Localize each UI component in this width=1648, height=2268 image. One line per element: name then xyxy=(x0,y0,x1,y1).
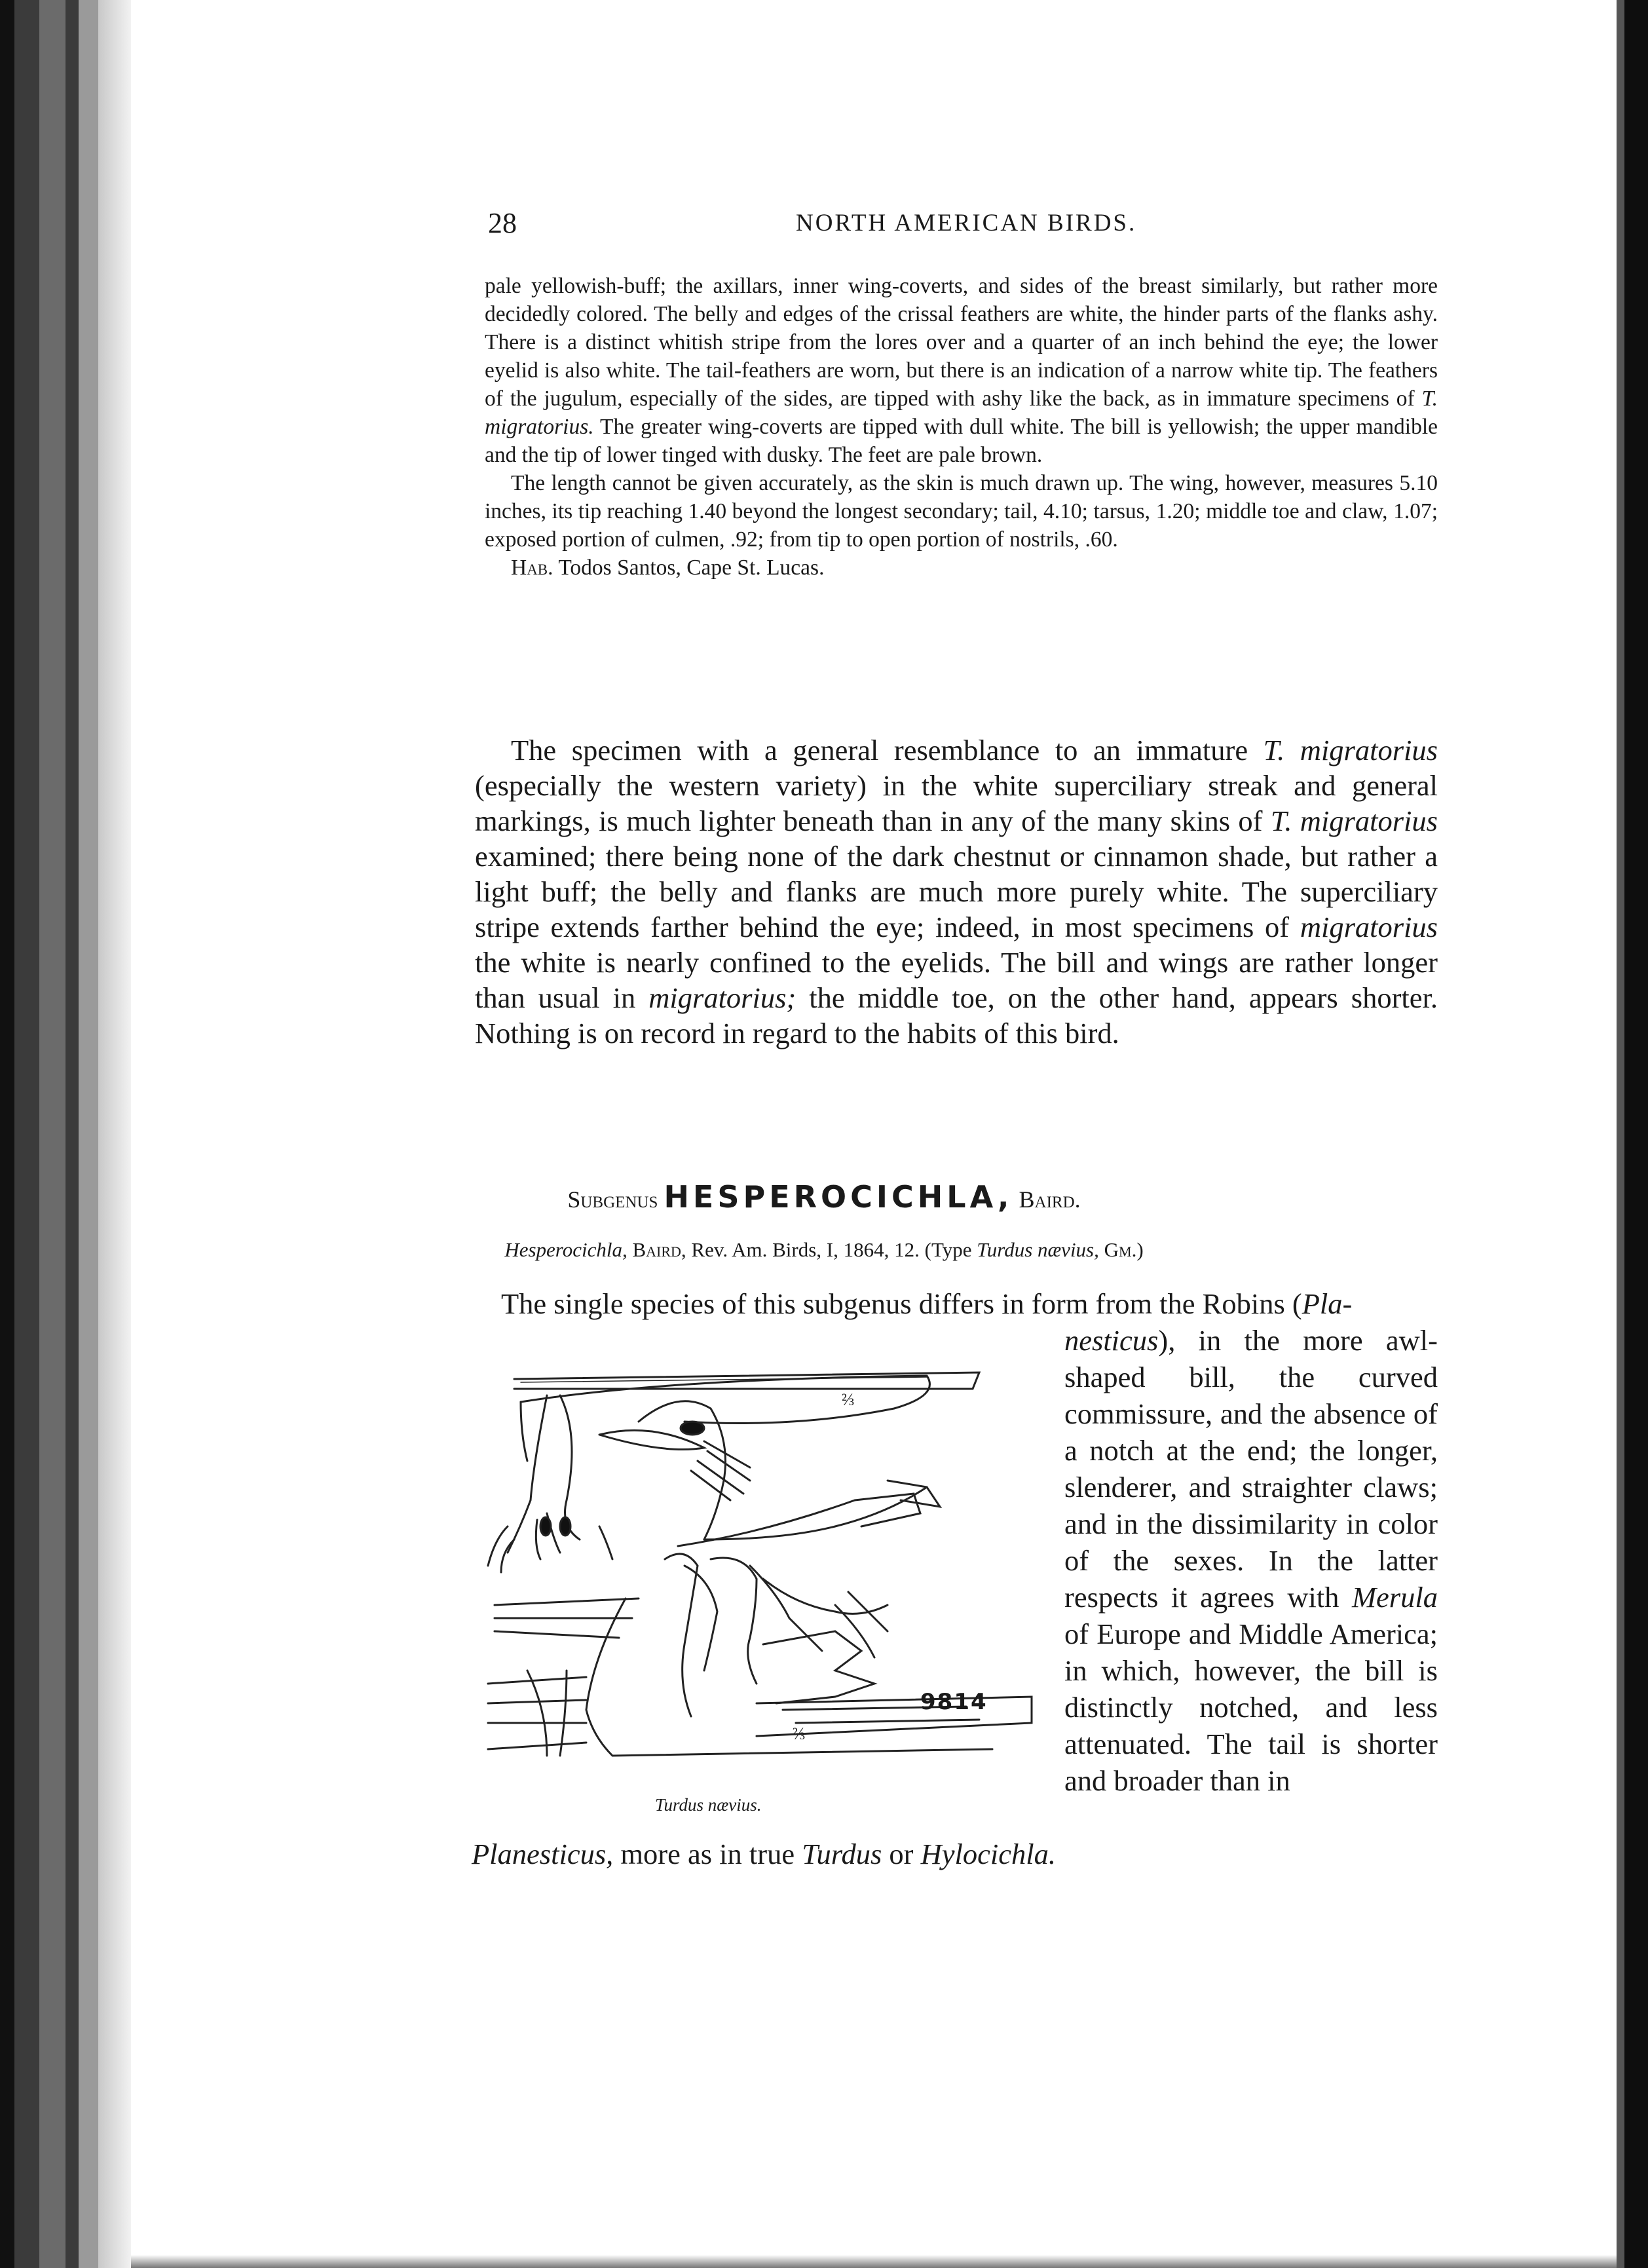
subgenus-name: HESPEROCICHLA, xyxy=(664,1179,1013,1215)
habitat-line: Hab. Todos Santos, Cape St. Lucas. xyxy=(511,556,825,580)
figure-scale-label: ⅔ xyxy=(842,1390,855,1409)
page-right-edge xyxy=(1617,0,1648,2268)
figure-caption: Turdus nævius. xyxy=(655,1795,762,1815)
description-paragraph-1: pale yellowish-buff; the axillars, inner wing-coverts, and sides of the breast similarly, but rather more decidedly colored. The belly and edges of the crissal feathers are white, the hinder parts of the flanks ashy. There is a distinct whitish stripe from the lores over and a quarter of an inch behind the eye; the lower eyelid is also white. The tail-feathers are worn, but there is an indication of a narrow white tip. The feathers of the jugulum, especially of the sides, are tipped with ashy like the back, as in immature specimens of T. migratorius. The greater wing-coverts are tipped with dull white. The bill is yellowish; the upper mandible and the tip of lower tinged with dusky. The feet are pale brown. xyxy=(485,274,1438,467)
bird-anatomy-figure xyxy=(468,1330,1045,1828)
remarks-paragraph: The specimen with a general resemblance to an immature T. migratorius (especially the western variety) in the white superciliary streak and general markings, is much lighter beneath than in any of the many skins of T. migratorius examined; there being none of the dark chestnut or cinnamon shade, but rather a light buff; the belly and flanks are much more purely white. The superciliary stripe extends farther behind the eye; indeed, in most specimens of migratorius the white is nearly confined to the eyelids. The bill and wings are rather longer than usual in migratorius; the middle toe, on the other hand, appears shorter. Nothing is on record in regard to the habits of this bird. xyxy=(475,734,1438,1049)
measurements-paragraph: The length cannot be given accurately, as the skin is much drawn up. The wing, however, measures 5.10 inches, its tip reaching 1.40 beyond the longest secondary; tail, 4.10; tarsus, 1.20; middle toe and claw, 1.07; exposed portion of culmen, .92; from tip to open portion of nostrils, .60. xyxy=(485,471,1438,552)
page-bottom-edge xyxy=(131,2255,1617,2268)
description-block xyxy=(485,272,1438,582)
subgenus-description-tail: Planesticus, more as in true Turdus or Hylocichla. xyxy=(472,1838,1056,1870)
book-binding-edge xyxy=(0,0,131,2268)
subgenus-heading: Subgenus HESPEROCICHLA, Baird. xyxy=(567,1179,1081,1215)
figure-scale-label: ⅔ xyxy=(793,1724,806,1743)
subgenus-synonymy: Hesperocichla, Baird, Rev. Am. Birds, I, 1864, 12. (Type Turdus nævius, Gm.) xyxy=(504,1238,1144,1261)
running-title: NORTH AMERICAN BIRDS. xyxy=(796,210,1137,236)
subgenus-description-lead: The single species of this subgenus differs in form from the Robins (Pla- xyxy=(501,1287,1353,1320)
subgenus-description-column: nesticus), in the more awl-shaped bill, the curved commissure, and the absence of a notch at the end; the longer, slenderer, and straighter claws; and in the dissimilarity in color of the sexes. In the latter respects it agrees with Merula of Europe and Middle America; in which, however, the bill is distinctly notched, and less attenuated. The tail is shorter and broader than in xyxy=(1064,1324,1438,1797)
figure-number: 9814 xyxy=(920,1689,988,1715)
page-header xyxy=(488,206,1431,246)
page-number: 28 xyxy=(488,207,517,239)
